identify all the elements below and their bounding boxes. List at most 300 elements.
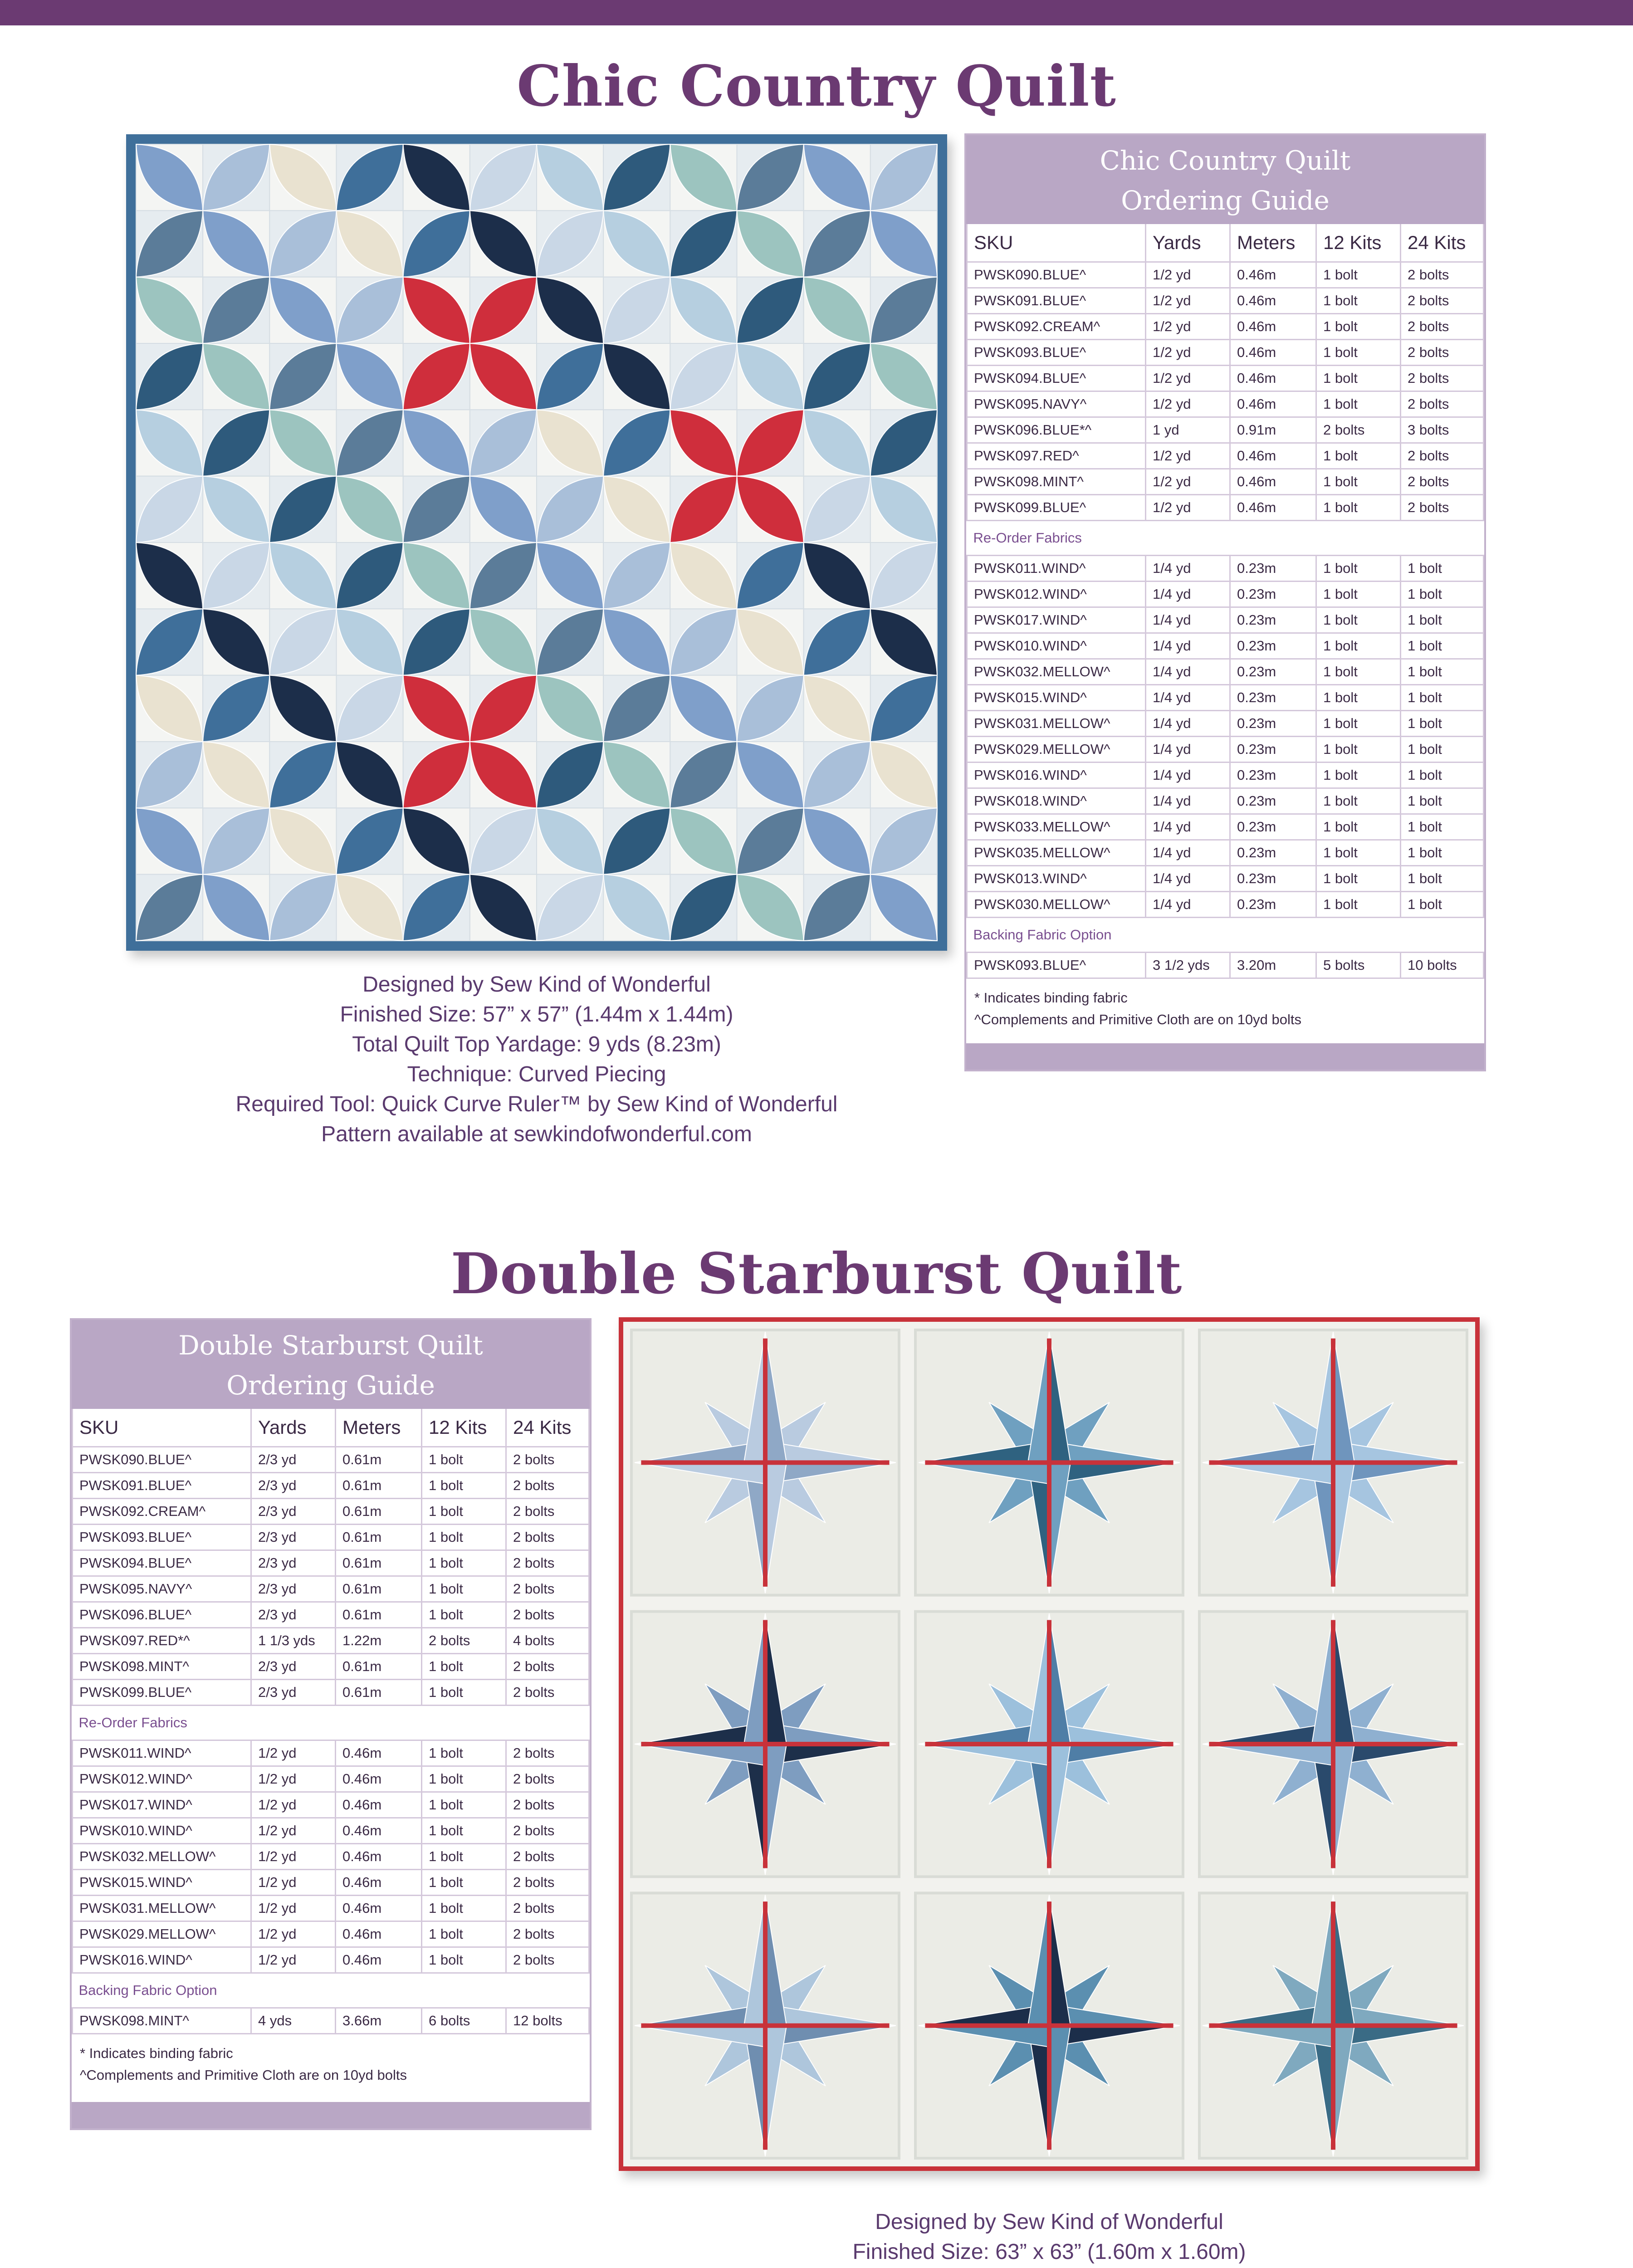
chic-table-cell: 0.23m xyxy=(1230,814,1316,840)
starburst-table-cell: 0.46m xyxy=(336,1921,422,1947)
starburst-table-cell: 1/2 yd xyxy=(251,1896,336,1921)
starburst-table-cell: 2/3 yd xyxy=(251,1550,336,1576)
chic-table-cell: 1 bolt xyxy=(1401,814,1484,840)
chic-table-cell: 1/2 yd xyxy=(1146,288,1230,314)
starburst-column-header: Meters xyxy=(336,1409,422,1447)
chic-table-row xyxy=(967,840,1484,866)
starburst-table-cell: 2 bolts xyxy=(506,1550,589,1576)
chic-table-cell: 1 bolt xyxy=(1401,685,1484,711)
chic-table-cell: 0.23m xyxy=(1230,685,1316,711)
starburst-table-cell: 1/2 yd xyxy=(251,1844,336,1870)
chic-reorder-label-row xyxy=(967,521,1484,556)
chic-table-row xyxy=(967,814,1484,840)
chic-table-cell: 3 1/2 yds xyxy=(1146,953,1230,978)
chic-table-cell: 1 bolt xyxy=(1401,556,1484,582)
starburst-table-cell: 1 bolt xyxy=(422,1602,506,1628)
chic-table-cell: 1 bolt xyxy=(1316,711,1401,737)
chic-table-cell: PWSK016.WIND^ xyxy=(967,763,1146,788)
starburst-table-cell: 1 bolt xyxy=(422,1576,506,1602)
starburst-table-cell: 2 bolts xyxy=(506,1947,589,1973)
starburst-table-cell: 2 bolts xyxy=(506,1447,589,1473)
chic-guide-header-row xyxy=(967,224,1484,262)
chic-technique: Technique: Curved Piecing xyxy=(407,1062,666,1086)
chic-table-row xyxy=(967,417,1484,443)
starburst-reorder-label: Re-Order Fabrics xyxy=(78,1715,187,1730)
chic-table-cell: 1/4 yd xyxy=(1146,582,1230,607)
starburst-table-cell: PWSK029.MELLOW^ xyxy=(73,1921,251,1947)
starburst-finished-size: Finished Size: 63” x 63” (1.60m x 1.60m) xyxy=(852,2240,1246,2264)
chic-table-cell: 1/4 yd xyxy=(1146,737,1230,763)
chic-country-details xyxy=(126,970,947,1149)
chic-table-row xyxy=(967,443,1484,469)
chic-table-cell: 1/4 yd xyxy=(1146,788,1230,814)
starburst-table-row xyxy=(73,1447,589,1473)
chic-table-cell: 1 bolt xyxy=(1316,391,1401,417)
chic-table-cell: 1 bolt xyxy=(1316,866,1401,892)
chic-table-cell: 1 bolt xyxy=(1401,737,1484,763)
starburst-table-cell: 0.61m xyxy=(336,1525,422,1550)
chic-backing-label: Backing Fabric Option xyxy=(973,927,1112,943)
starburst-table-cell: 4 yds xyxy=(251,2008,336,2034)
double-starburst-quilt-image xyxy=(619,1317,1480,2171)
chic-table-cell: 1 bolt xyxy=(1316,340,1401,366)
starburst-table-cell: 1 bolt xyxy=(422,1740,506,1766)
starburst-table-cell: 1 bolt xyxy=(422,1550,506,1576)
chic-column-header: Yards xyxy=(1146,224,1230,262)
starburst-table-cell: PWSK098.MINT^ xyxy=(73,1654,251,1680)
chic-table-row xyxy=(967,556,1484,582)
chic-table-cell: 0.23m xyxy=(1230,737,1316,763)
starburst-table-cell: 1/2 yd xyxy=(251,1870,336,1896)
chic-required-tool: Required Tool: Quick Curve Ruler™ by Sew Kind of Wonderful xyxy=(235,1092,838,1116)
chic-table-row xyxy=(967,633,1484,659)
chic-table-cell: 1 bolt xyxy=(1401,633,1484,659)
starburst-table-cell: 4 bolts xyxy=(506,1628,589,1654)
starburst-guide-notes xyxy=(72,2034,590,2086)
starburst-table-cell: 1 bolt xyxy=(422,1473,506,1499)
starburst-table-cell: PWSK011.WIND^ xyxy=(73,1740,251,1766)
chic-table-row xyxy=(967,685,1484,711)
chic-table-cell: 1 bolt xyxy=(1316,469,1401,495)
starburst-table-cell: PWSK031.MELLOW^ xyxy=(73,1896,251,1921)
chic-table-cell: 0.46m xyxy=(1230,495,1316,521)
starburst-table-cell: PWSK015.WIND^ xyxy=(73,1870,251,1896)
chic-table-cell: 1 bolt xyxy=(1401,840,1484,866)
chic-table-row xyxy=(967,607,1484,633)
starburst-guide-heading xyxy=(72,1320,590,1409)
chic-table-cell: 10 bolts xyxy=(1401,953,1484,978)
starburst-table-cell: 2 bolts xyxy=(506,1473,589,1499)
chic-table-cell: 1/4 yd xyxy=(1146,840,1230,866)
starburst-table-cell: 1 bolt xyxy=(422,1896,506,1921)
starburst-table-cell: PWSK017.WIND^ xyxy=(73,1792,251,1818)
chic-table-cell: 0.46m xyxy=(1230,340,1316,366)
starburst-table-cell: PWSK095.NAVY^ xyxy=(73,1576,251,1602)
chic-table-cell: 1 bolt xyxy=(1316,659,1401,685)
starburst-table-cell: 0.46m xyxy=(336,1947,422,1973)
starburst-table-cell: 1/2 yd xyxy=(251,1947,336,1973)
starburst-guide-header-row xyxy=(73,1409,589,1447)
chic-backing-label-row xyxy=(967,918,1484,953)
starburst-table-cell: 1/2 yd xyxy=(251,1921,336,1947)
chic-guide-notes xyxy=(966,979,1484,1031)
starburst-note-bolts: ^Complements and Primitive Cloth are on 10yd bolts xyxy=(80,2067,407,2083)
chic-table-row xyxy=(967,788,1484,814)
chic-table-cell: PWSK012.WIND^ xyxy=(967,582,1146,607)
chic-table-cell: 0.23m xyxy=(1230,840,1316,866)
starburst-table-cell: PWSK032.MELLOW^ xyxy=(73,1844,251,1870)
starburst-table-cell: 2 bolts xyxy=(506,1654,589,1680)
chic-table-cell: PWSK092.CREAM^ xyxy=(967,314,1146,340)
starburst-table-cell: 0.46m xyxy=(336,1792,422,1818)
chic-table-cell: 0.46m xyxy=(1230,469,1316,495)
chic-guide-heading-line2: Ordering Guide xyxy=(1121,185,1330,216)
chic-table-row xyxy=(967,314,1484,340)
starburst-table-cell: 2/3 yd xyxy=(251,1499,336,1525)
starburst-table-cell: PWSK093.BLUE^ xyxy=(73,1525,251,1550)
starburst-table-cell: 1 bolt xyxy=(422,1680,506,1706)
chic-table-cell: 0.46m xyxy=(1230,366,1316,391)
chic-table-cell: PWSK018.WIND^ xyxy=(967,788,1146,814)
starburst-table-cell: 2/3 yd xyxy=(251,1447,336,1473)
starburst-guide-heading-line2: Ordering Guide xyxy=(226,1370,435,1401)
starburst-table-cell: 0.46m xyxy=(336,1896,422,1921)
chic-table-cell: 1 bolt xyxy=(1401,763,1484,788)
starburst-table-cell: 2 bolts xyxy=(506,1870,589,1896)
chic-table-row xyxy=(967,391,1484,417)
chic-table-cell: PWSK035.MELLOW^ xyxy=(967,840,1146,866)
starburst-guide-table xyxy=(72,1409,590,2034)
starburst-backing-label: Backing Fabric Option xyxy=(78,1982,217,1998)
chic-table-cell: 1 bolt xyxy=(1401,711,1484,737)
starburst-table-cell: 2 bolts xyxy=(506,1602,589,1628)
chic-table-row xyxy=(967,469,1484,495)
chic-table-cell: PWSK096.BLUE*^ xyxy=(967,417,1146,443)
starburst-table-cell: PWSK096.BLUE^ xyxy=(73,1602,251,1628)
chic-table-cell: PWSK093.BLUE^ xyxy=(967,953,1146,978)
starburst-table-row xyxy=(73,1740,589,1766)
chic-reorder-label: Re-Order Fabrics xyxy=(973,530,1082,546)
starburst-table-cell: 2 bolts xyxy=(422,1628,506,1654)
chic-table-cell: 0.23m xyxy=(1230,582,1316,607)
chic-table-cell: 1 bolt xyxy=(1401,788,1484,814)
starburst-table-row xyxy=(73,1766,589,1792)
starburst-table-cell: 0.61m xyxy=(336,1473,422,1499)
chic-table-cell: 1/4 yd xyxy=(1146,892,1230,918)
chic-guide-footer-band xyxy=(966,1043,1484,1070)
chic-table-cell: 1/4 yd xyxy=(1146,633,1230,659)
starburst-table-row xyxy=(73,1525,589,1550)
starburst-table-cell: 0.61m xyxy=(336,1654,422,1680)
starburst-table-cell: 0.61m xyxy=(336,1602,422,1628)
chic-table-cell: 1 bolt xyxy=(1316,582,1401,607)
starburst-table-cell: 2 bolts xyxy=(506,1792,589,1818)
starburst-table-cell: 1 bolt xyxy=(422,1499,506,1525)
chic-column-header: Meters xyxy=(1230,224,1316,262)
chic-table-row xyxy=(967,262,1484,288)
chic-table-cell: 1 bolt xyxy=(1316,607,1401,633)
chic-table-cell: 3 bolts xyxy=(1401,417,1484,443)
starburst-table-cell: 2 bolts xyxy=(506,1525,589,1550)
chic-table-cell: PWSK030.MELLOW^ xyxy=(967,892,1146,918)
starburst-table-row xyxy=(73,1896,589,1921)
chic-table-cell: 1/4 yd xyxy=(1146,607,1230,633)
chic-table-cell: 2 bolts xyxy=(1316,417,1401,443)
starburst-table-row xyxy=(73,1602,589,1628)
double-starburst-quilt-illustration xyxy=(619,1317,1480,2171)
double-starburst-details xyxy=(619,2207,1480,2268)
starburst-table-cell: 1/2 yd xyxy=(251,1766,336,1792)
chic-table-cell: 1/2 yd xyxy=(1146,495,1230,521)
chic-note-binding: * Indicates binding fabric xyxy=(974,990,1128,1006)
starburst-table-row xyxy=(73,1818,589,1844)
chic-table-cell: 0.46m xyxy=(1230,314,1316,340)
starburst-table-row xyxy=(73,1792,589,1818)
chic-country-title: Chic Country Quilt xyxy=(517,54,1116,119)
chic-table-cell: 1 bolt xyxy=(1316,314,1401,340)
starburst-table-cell: 0.46m xyxy=(336,1766,422,1792)
starburst-note-binding: * Indicates binding fabric xyxy=(80,2045,233,2061)
chic-table-row xyxy=(967,288,1484,314)
chic-table-cell: 2 bolts xyxy=(1401,314,1484,340)
chic-note-bolts: ^Complements and Primitive Cloth are on 10yd bolts xyxy=(974,1012,1301,1027)
chic-table-cell: 0.23m xyxy=(1230,866,1316,892)
starburst-table-cell: 1 bolt xyxy=(422,1654,506,1680)
starburst-table-cell: 2 bolts xyxy=(506,1766,589,1792)
chic-table-cell: 2 bolts xyxy=(1401,340,1484,366)
starburst-column-header: SKU xyxy=(73,1409,251,1447)
chic-column-header: SKU xyxy=(967,224,1146,262)
chic-table-cell: 0.23m xyxy=(1230,659,1316,685)
chic-table-cell: PWSK031.MELLOW^ xyxy=(967,711,1146,737)
chic-table-cell: 1/4 yd xyxy=(1146,556,1230,582)
starburst-table-cell: 6 bolts xyxy=(422,2008,506,2034)
chic-table-cell: PWSK010.WIND^ xyxy=(967,633,1146,659)
chic-country-ordering-guide xyxy=(964,133,1486,1071)
chic-table-cell: 1 bolt xyxy=(1316,366,1401,391)
starburst-column-header: 24 Kits xyxy=(506,1409,589,1447)
starburst-table-cell: PWSK097.RED*^ xyxy=(73,1628,251,1654)
starburst-table-cell: 3.66m xyxy=(336,2008,422,2034)
starburst-table-cell: 0.61m xyxy=(336,1576,422,1602)
chic-table-cell: 1 bolt xyxy=(1316,288,1401,314)
starburst-table-cell: 2 bolts xyxy=(506,1921,589,1947)
chic-table-row xyxy=(967,737,1484,763)
chic-table-cell: 1 bolt xyxy=(1401,892,1484,918)
starburst-table-row xyxy=(73,1628,589,1654)
chic-table-cell: PWSK094.BLUE^ xyxy=(967,366,1146,391)
starburst-table-cell: 1 bolt xyxy=(422,1870,506,1896)
chic-table-row xyxy=(967,659,1484,685)
chic-guide-heading xyxy=(966,135,1484,224)
starburst-table-row xyxy=(73,1576,589,1602)
chic-table-cell: 2 bolts xyxy=(1401,288,1484,314)
chic-table-row xyxy=(967,366,1484,391)
chic-table-cell: 2 bolts xyxy=(1401,391,1484,417)
starburst-table-cell: 2 bolts xyxy=(506,1499,589,1525)
chic-table-cell: PWSK097.RED^ xyxy=(967,443,1146,469)
chic-table-cell: 0.46m xyxy=(1230,262,1316,288)
chic-table-cell: 1/4 yd xyxy=(1146,685,1230,711)
chic-table-cell: 1 bolt xyxy=(1316,763,1401,788)
starburst-table-row xyxy=(73,1680,589,1706)
chic-table-cell: PWSK029.MELLOW^ xyxy=(967,737,1146,763)
top-brand-bar xyxy=(0,0,1633,25)
chic-table-cell: 0.91m xyxy=(1230,417,1316,443)
chic-table-cell: 1/4 yd xyxy=(1146,659,1230,685)
starburst-table-row xyxy=(73,1654,589,1680)
starburst-table-cell: 1 bolt xyxy=(422,1525,506,1550)
chic-table-cell: 0.23m xyxy=(1230,556,1316,582)
chic-guide-table xyxy=(966,224,1484,979)
chic-table-cell: 1 bolt xyxy=(1401,659,1484,685)
chic-table-cell: 3.20m xyxy=(1230,953,1316,978)
chic-table-row xyxy=(967,340,1484,366)
starburst-column-header: Yards xyxy=(251,1409,336,1447)
chic-table-cell: PWSK091.BLUE^ xyxy=(967,288,1146,314)
starburst-designer: Designed by Sew Kind of Wonderful xyxy=(875,2210,1223,2234)
chic-table-cell: 1/4 yd xyxy=(1146,866,1230,892)
chic-table-cell: 1/2 yd xyxy=(1146,340,1230,366)
starburst-table-row xyxy=(73,1870,589,1896)
starburst-table-cell: 0.46m xyxy=(336,1870,422,1896)
chic-designer: Designed by Sew Kind of Wonderful xyxy=(362,973,711,997)
chic-table-cell: 1 bolt xyxy=(1316,443,1401,469)
starburst-table-cell: PWSK091.BLUE^ xyxy=(73,1473,251,1499)
chic-table-cell: 0.23m xyxy=(1230,763,1316,788)
chic-table-cell: 1 bolt xyxy=(1316,737,1401,763)
starburst-table-cell: 0.46m xyxy=(336,1740,422,1766)
starburst-table-row xyxy=(73,1473,589,1499)
chic-column-header: 24 Kits xyxy=(1401,224,1484,262)
chic-table-cell: 1/2 yd xyxy=(1146,391,1230,417)
starburst-table-cell: 0.61m xyxy=(336,1680,422,1706)
starburst-table-cell: PWSK016.WIND^ xyxy=(73,1947,251,1973)
starburst-table-cell: 1.22m xyxy=(336,1628,422,1654)
chic-table-cell: 2 bolts xyxy=(1401,469,1484,495)
starburst-table-cell: 2 bolts xyxy=(506,1680,589,1706)
chic-pattern-link[interactable]: Pattern available at sewkindofwonderful.com xyxy=(321,1122,752,1146)
chic-table-cell: 0.23m xyxy=(1230,607,1316,633)
starburst-table-cell: 0.61m xyxy=(336,1550,422,1576)
chic-table-cell: PWSK093.BLUE^ xyxy=(967,340,1146,366)
chic-table-cell: 2 bolts xyxy=(1401,495,1484,521)
starburst-table-row xyxy=(73,1844,589,1870)
chic-table-row xyxy=(967,711,1484,737)
double-starburst-ordering-guide xyxy=(70,1318,592,2130)
starburst-table-cell: 1 1/3 yds xyxy=(251,1628,336,1654)
chic-table-cell: 0.23m xyxy=(1230,711,1316,737)
chic-table-cell: 0.23m xyxy=(1230,892,1316,918)
chic-guide-heading-line1: Chic Country Quilt xyxy=(1100,145,1351,176)
chic-table-cell: 1/4 yd xyxy=(1146,711,1230,737)
starburst-table-cell: 1 bolt xyxy=(422,1766,506,1792)
chic-table-cell: PWSK017.WIND^ xyxy=(967,607,1146,633)
chic-table-cell: 2 bolts xyxy=(1401,262,1484,288)
chic-table-cell: 1 bolt xyxy=(1401,866,1484,892)
starburst-table-cell: 1 bolt xyxy=(422,1844,506,1870)
chic-table-cell: 1 bolt xyxy=(1401,582,1484,607)
starburst-table-cell: 1 bolt xyxy=(422,1947,506,1973)
starburst-table-row xyxy=(73,1921,589,1947)
chic-table-row xyxy=(967,953,1484,978)
chic-table-cell: 1 bolt xyxy=(1316,685,1401,711)
chic-table-cell: 0.46m xyxy=(1230,443,1316,469)
chic-table-cell: 1/2 yd xyxy=(1146,262,1230,288)
starburst-table-cell: 1/2 yd xyxy=(251,1740,336,1766)
chic-table-row xyxy=(967,495,1484,521)
chic-table-cell: PWSK013.WIND^ xyxy=(967,866,1146,892)
starburst-guide-body xyxy=(73,1447,589,2034)
starburst-table-cell: 0.61m xyxy=(336,1499,422,1525)
chic-table-cell: 1/2 yd xyxy=(1146,469,1230,495)
chic-table-cell: 1 bolt xyxy=(1316,495,1401,521)
chic-table-cell: PWSK033.MELLOW^ xyxy=(967,814,1146,840)
chic-country-quilt-illustration xyxy=(126,134,947,951)
starburst-guide-heading-line1: Double Starburst Quilt xyxy=(178,1330,483,1361)
chic-table-cell: 5 bolts xyxy=(1316,953,1401,978)
starburst-table-cell: 2 bolts xyxy=(506,1818,589,1844)
chic-table-cell: PWSK090.BLUE^ xyxy=(967,262,1146,288)
starburst-reorder-label-row xyxy=(73,1706,589,1740)
chic-table-cell: 1 yd xyxy=(1146,417,1230,443)
starburst-table-row xyxy=(73,1947,589,1973)
chic-table-cell: PWSK032.MELLOW^ xyxy=(967,659,1146,685)
starburst-table-cell: 2/3 yd xyxy=(251,1525,336,1550)
chic-table-cell: PWSK098.MINT^ xyxy=(967,469,1146,495)
starburst-table-cell: PWSK092.CREAM^ xyxy=(73,1499,251,1525)
starburst-table-cell: 0.46m xyxy=(336,1818,422,1844)
chic-table-cell: 1 bolt xyxy=(1316,556,1401,582)
chic-table-cell: 1 bolt xyxy=(1316,814,1401,840)
chic-table-cell: 0.46m xyxy=(1230,288,1316,314)
starburst-table-cell: 1/2 yd xyxy=(251,1792,336,1818)
chic-table-cell: 1 bolt xyxy=(1316,892,1401,918)
chic-country-quilt-image xyxy=(126,134,947,951)
chic-table-cell: 2 bolts xyxy=(1401,366,1484,391)
double-starburst-title: Double Starburst Quilt xyxy=(450,1241,1183,1307)
chic-table-row xyxy=(967,866,1484,892)
starburst-table-cell: PWSK094.BLUE^ xyxy=(73,1550,251,1576)
starburst-table-cell: 2 bolts xyxy=(506,1896,589,1921)
starburst-table-row xyxy=(73,1499,589,1525)
chic-table-cell: PWSK011.WIND^ xyxy=(967,556,1146,582)
starburst-table-cell: 12 bolts xyxy=(506,2008,589,2034)
chic-table-cell: PWSK099.BLUE^ xyxy=(967,495,1146,521)
starburst-table-cell: PWSK099.BLUE^ xyxy=(73,1680,251,1706)
chic-guide-body xyxy=(967,262,1484,978)
chic-table-row xyxy=(967,892,1484,918)
chic-table-cell: PWSK015.WIND^ xyxy=(967,685,1146,711)
starburst-table-cell: 1 bolt xyxy=(422,1921,506,1947)
starburst-table-cell: 1 bolt xyxy=(422,1447,506,1473)
starburst-table-cell: PWSK010.WIND^ xyxy=(73,1818,251,1844)
starburst-table-cell: 2/3 yd xyxy=(251,1654,336,1680)
chic-table-cell: 1 bolt xyxy=(1316,840,1401,866)
starburst-column-header: 12 Kits xyxy=(422,1409,506,1447)
chic-table-cell: 0.46m xyxy=(1230,391,1316,417)
starburst-guide-footer-band xyxy=(72,2102,590,2128)
chic-table-cell: 2 bolts xyxy=(1401,443,1484,469)
chic-table-row xyxy=(967,582,1484,607)
chic-column-header: 12 Kits xyxy=(1316,224,1401,262)
starburst-table-cell: 0.46m xyxy=(336,1844,422,1870)
chic-table-row xyxy=(967,763,1484,788)
chic-table-cell: 1/4 yd xyxy=(1146,814,1230,840)
chic-table-cell: 1/2 yd xyxy=(1146,314,1230,340)
starburst-backing-label-row xyxy=(73,1973,589,2008)
starburst-table-cell: 2 bolts xyxy=(506,1740,589,1766)
